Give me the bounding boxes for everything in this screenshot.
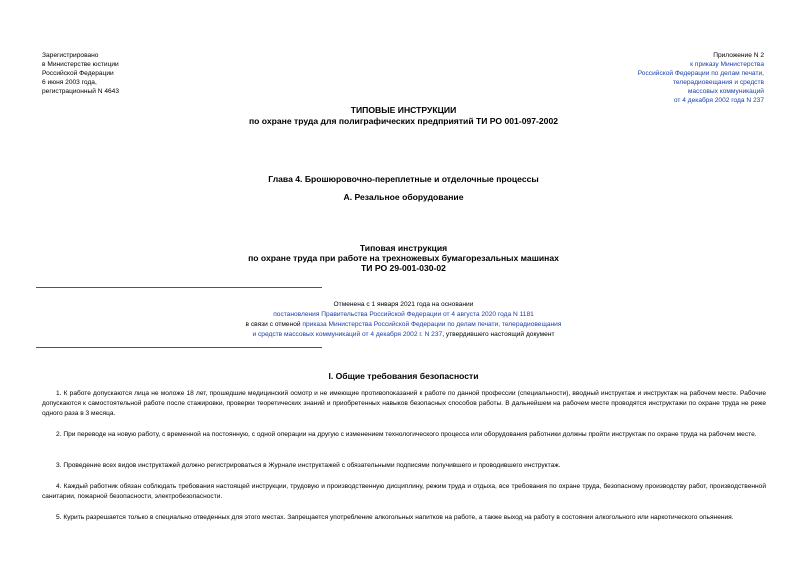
- registration-line: Российской Федерации: [42, 70, 114, 77]
- cancellation-decree-link[interactable]: постановления Правительства Российской Федерации от 4 августа 2020 года N 1181: [273, 311, 534, 318]
- chapter-heading: Глава 4. Брошюровочно-переплетные и отделочные процессы: [268, 174, 539, 184]
- registration-line: регистрационный N 4643: [42, 88, 120, 95]
- annex-order-link[interactable]: к приказу Министерства: [690, 61, 764, 68]
- subsection-heading: А. Резальное оборудование: [343, 192, 464, 202]
- cancellation-prefix: в связи с отменой: [245, 321, 303, 328]
- cancellation-suffix: , утвердившего настоящий документ: [442, 331, 555, 338]
- annex-label: Приложение N 2: [713, 52, 764, 59]
- divider-top: [36, 287, 322, 288]
- paragraph: 3. Проведение всех видов инструктажей должно регистрироваться в Журнале инструктажей с обязательными подписями получившего и проводившего инструктаж.: [56, 462, 561, 469]
- cancelled-order-link[interactable]: и средств массовых коммуникаций от 4 декабря 2002 г. N 237: [252, 331, 443, 338]
- annex-order-link[interactable]: от 4 декабря 2002 года N 237: [673, 97, 764, 104]
- registration-line: в Министерстве юстиции: [42, 61, 119, 68]
- cancellation-line: [0, 330, 807, 340]
- registration-block: [42, 51, 242, 96]
- cancelled-order-link[interactable]: приказа Министерства Российской Федерации по делам печати, телерадиовещания: [302, 321, 562, 328]
- annex-order-link[interactable]: массовых коммуникаций: [687, 88, 764, 95]
- paragraph: 2. При переводе на новую работу, с временной на постоянную, с одной операции на другую с изменением технологического процесса или оборудования работники должны пройти инструктаж по охране труда на рабочем месте.: [56, 431, 757, 438]
- registration-line: 6 июня 2003 года,: [42, 79, 97, 86]
- paragraph: 5. Курить разрешается только в специально отведенных для этого местах. Запрещается употребление алкогольных напитков на работе, а также выход на работу в состоянии алкогольного или наркотического опьянения.: [56, 514, 734, 521]
- paragraph: 4. Каждый работник обязан соблюдать требования настоящей инструкции, трудовую и производственную дисциплину, режим труда и отдыха, все требования по охране труда, безопасному производству работ, производственной санитарии, пожарной безопасности, электробезопасности.: [42, 483, 766, 500]
- cancellation-note: Отменена с 1 января 2021 года на основании: [333, 301, 474, 308]
- instruction-subtitle: по охране труда при работе на трехножевых бумагорезальных машинах: [248, 253, 559, 263]
- document-subtitle: по охране труда для полиграфических предприятий ТИ РО 001-097-2002: [248, 116, 559, 126]
- annex-block: [504, 51, 764, 105]
- cancellation-line: [0, 320, 807, 330]
- instruction-title: Типовая инструкция: [359, 243, 448, 253]
- divider-bottom: [36, 347, 322, 348]
- document-title: ТИПОВЫЕ ИНСТРУКЦИИ: [350, 105, 457, 115]
- section-heading: I. Общие требования безопасности: [328, 371, 479, 381]
- annex-order-link[interactable]: телерадиовещания и средств: [672, 79, 764, 86]
- registration-line: Зарегистрировано: [42, 52, 99, 59]
- annex-order-link[interactable]: Российской Федерации по делам печати,: [637, 70, 764, 77]
- instruction-code: ТИ РО 29-001-030-02: [361, 263, 446, 273]
- paragraph: 1. К работе допускаются лица не моложе 18 лет, прошедшие медицинский осмотр и не имеющие противопоказаний к работе по данной профессии (специальности), вводный инструктаж и инструктаж на рабочем месте. Рабочие допускаются к самостоятельной работе после стажировки, проверки теоретических знаний и приобретенных навыков безопасных способов работы. В дальнейшем на рабочем месте проводятся инструктажи по охране труда не реже одного раза в 3 месяца.: [42, 390, 766, 417]
